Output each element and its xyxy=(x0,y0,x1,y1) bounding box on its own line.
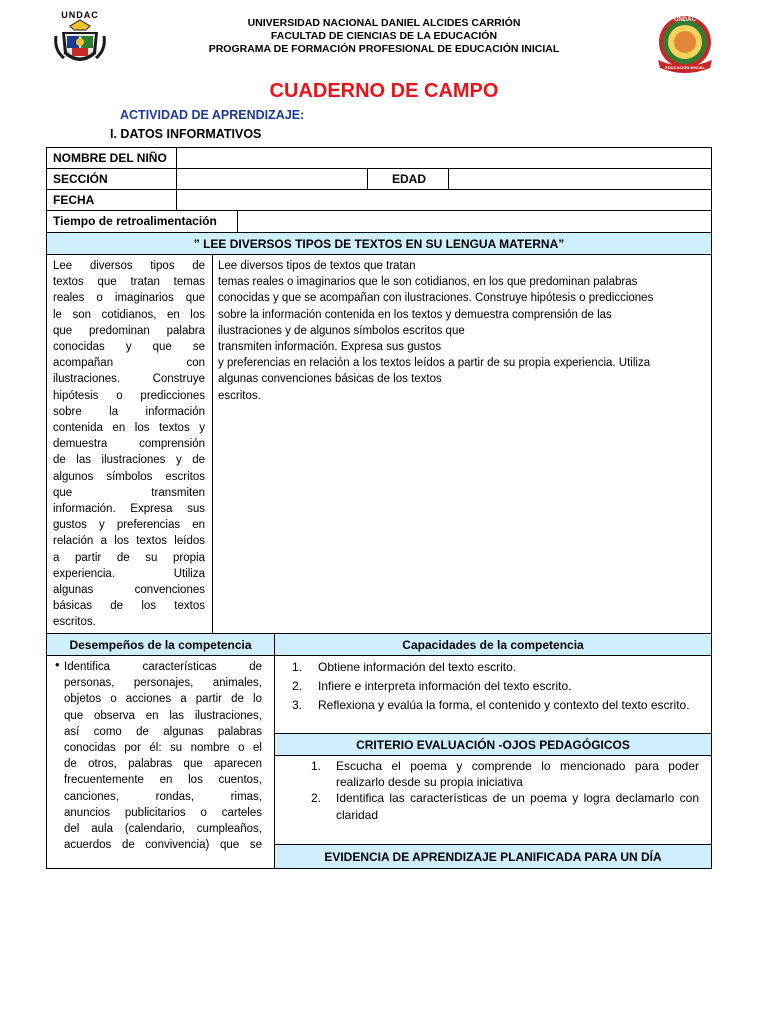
left-line: escritos. xyxy=(53,616,96,629)
desempeno-line: anuncios publicitarios o carteles xyxy=(64,806,262,819)
desempeno-line: de otros, palabras que aparecen xyxy=(64,758,262,771)
left-line: a partir de su propia xyxy=(53,551,205,564)
left-line: gustos y preferencias en xyxy=(53,519,205,532)
university-name: UNIVERSIDAD NACIONAL DANIEL ALCIDES CARRIÓN xyxy=(247,17,521,29)
left-line: sobre la información xyxy=(53,405,205,418)
evidencia-header: EVIDENCIA DE APRENDIZAJE PLANIFICADA PARA UN DÍA xyxy=(274,844,712,869)
right-line: escritos. xyxy=(218,389,261,402)
left-line: que transmiten xyxy=(53,486,205,499)
right-line: algunas convenciones básicas de los textos xyxy=(218,373,442,386)
desempenos-header: Desempeños de la competencia xyxy=(46,633,275,656)
left-line: acompañan con xyxy=(53,357,205,370)
right-line: conocidas y que se acompañan con ilustraciones. Construye hipótesis o predicciones xyxy=(218,292,654,305)
desempeno-line: que observa en las ilustraciones, xyxy=(64,709,262,722)
left-line: experiencia. Utiliza xyxy=(53,567,205,580)
desempenos-text xyxy=(64,659,262,853)
desempeno-line: canciones, rondas, rimas, xyxy=(64,790,262,803)
left-line: hipótesis o predicciones xyxy=(53,389,205,402)
competencia-right-text xyxy=(218,258,708,404)
program-name: PROGRAMA DE FORMACIÓN PROFESIONAL DE EDUCACIÓN INICIAL xyxy=(208,43,560,55)
label-nombre: NOMBRE DEL NIÑO xyxy=(46,147,177,169)
competencia-title: ” LEE DIVERSOS TIPOS DE TEXTOS EN SU LENGUA MATERNA” xyxy=(46,232,712,255)
desempeno-line: así como de algunas palabras xyxy=(64,725,262,738)
desempeno-line: objetos o acciones a partir de lo xyxy=(64,693,262,706)
undac-logo-left-text: UNDAC xyxy=(61,10,99,20)
left-line: relación a los textos leídos xyxy=(53,535,205,548)
left-line: que predominan palabra xyxy=(53,324,205,337)
right-line: sobre la información contenida en los textos y demuestra comprensión de las xyxy=(218,308,612,321)
criterio-item: 2. Identifica las características de un poema y logra declamarlo con claridad xyxy=(311,791,699,822)
desempeno-line: del aula (calendario, cumpleaños, xyxy=(64,823,262,836)
left-line: contenida en los textos y xyxy=(53,422,205,435)
label-seccion: SECCIÓN xyxy=(46,168,177,190)
desempeno-line: conocidas por él: su nombre o el xyxy=(64,742,262,755)
input-tiempo[interactable] xyxy=(238,211,711,232)
competencia-left-text xyxy=(53,258,205,631)
desempeno-line: Identifica características de xyxy=(64,661,262,673)
criterio-text: Identifica las características de un poema y logra declamarlo con claridad xyxy=(336,791,699,822)
right-line: temas reales o imaginarios que le son cotidianos, en los que predominan palabras xyxy=(218,276,638,289)
criterios-list xyxy=(311,758,699,823)
input-fecha[interactable] xyxy=(177,190,711,210)
right-line: Lee diversos tipos de textos que tratan xyxy=(218,260,416,272)
left-line: reales o imaginarios que xyxy=(53,292,205,305)
capacidad-item: 1. Obtiene información del texto escrito. xyxy=(292,658,704,677)
bullet-dot: • xyxy=(55,657,60,672)
right-line: transmiten información. Expresa sus gustos xyxy=(218,341,442,354)
left-line: básicas de los textos xyxy=(53,600,205,613)
left-line: demuestra comprensión xyxy=(53,438,205,451)
left-line: algunas convenciones xyxy=(53,584,205,597)
desempeno-line: frecuentemente en los cuentos, xyxy=(64,774,262,787)
label-tiempo: Tiempo de retroalimentación xyxy=(46,210,238,233)
label-edad: EDAD xyxy=(367,168,449,190)
right-line: y preferencias en relación a los textos leídos a partir de su propia experiencia. Utiliza xyxy=(218,357,651,370)
desempeno-line: acuerdos de convivencia) que se xyxy=(64,839,262,852)
input-edad[interactable] xyxy=(449,169,711,189)
capacidades-list xyxy=(292,658,704,715)
capacidad-text: Infiere e interpreta información del texto escrito. xyxy=(318,679,572,693)
input-seccion[interactable] xyxy=(177,169,368,189)
undac-logo-right xyxy=(652,14,718,76)
faculty-name: FACULTAD DE CIENCIAS DE LA EDUCACIÓN xyxy=(270,30,498,42)
capacidad-text: Reflexiona y evalúa la forma, el contenido y contexto del texto escrito. xyxy=(318,698,690,712)
left-line: ilustraciones. Construye xyxy=(53,373,205,386)
input-nombre[interactable] xyxy=(177,148,711,168)
undac-logo-right-text: UNDAC xyxy=(674,17,696,23)
capacidad-item: 2. Infiere e interpreta información del texto escrito. xyxy=(292,677,704,696)
undac-logo-right-banner: EDUCACIÓN INICIAL xyxy=(665,65,705,70)
criterio-text: Escucha el poema y comprende lo mencionado para poder realizarlo desde su propia iniciativa xyxy=(336,759,699,790)
capacidades-header: Capacidades de la competencia xyxy=(274,633,712,656)
left-line: información. Expresa sus xyxy=(53,503,205,516)
section-label: I. DATOS INFORMATIVOS xyxy=(110,127,262,141)
criterio-item: 1. Escucha el poema y comprende lo mencionado para poder realizarlo desde su propia iniciativa xyxy=(311,759,699,790)
left-line: textos que tratan temas xyxy=(53,276,205,289)
capacidad-item: 3. Reflexiona y evalúa la forma, el contenido y contexto del texto escrito. xyxy=(292,696,704,715)
desempeno-line: personas, personajes, animales, xyxy=(64,677,262,690)
page-title: CUADERNO DE CAMPO xyxy=(269,80,499,102)
left-line: algunos símbolos escritos xyxy=(53,470,205,483)
capacidad-text: Obtiene información del texto escrito. xyxy=(318,660,517,674)
left-line: conocidas y que se xyxy=(53,341,205,354)
activity-label: ACTIVIDAD DE APRENDIZAJE: xyxy=(120,108,305,122)
left-line: Lee diversos tipos de xyxy=(53,260,205,272)
left-line: le son cotidianos, en los xyxy=(53,308,205,321)
label-fecha: FECHA xyxy=(46,189,177,211)
criterio-header: CRITERIO EVALUACIÓN -OJOS PEDAGÓGICOS xyxy=(274,733,712,756)
right-line: ilustraciones y de algunos símbolos escritos que xyxy=(218,324,465,337)
left-line: de las ilustraciones y de xyxy=(53,454,205,467)
